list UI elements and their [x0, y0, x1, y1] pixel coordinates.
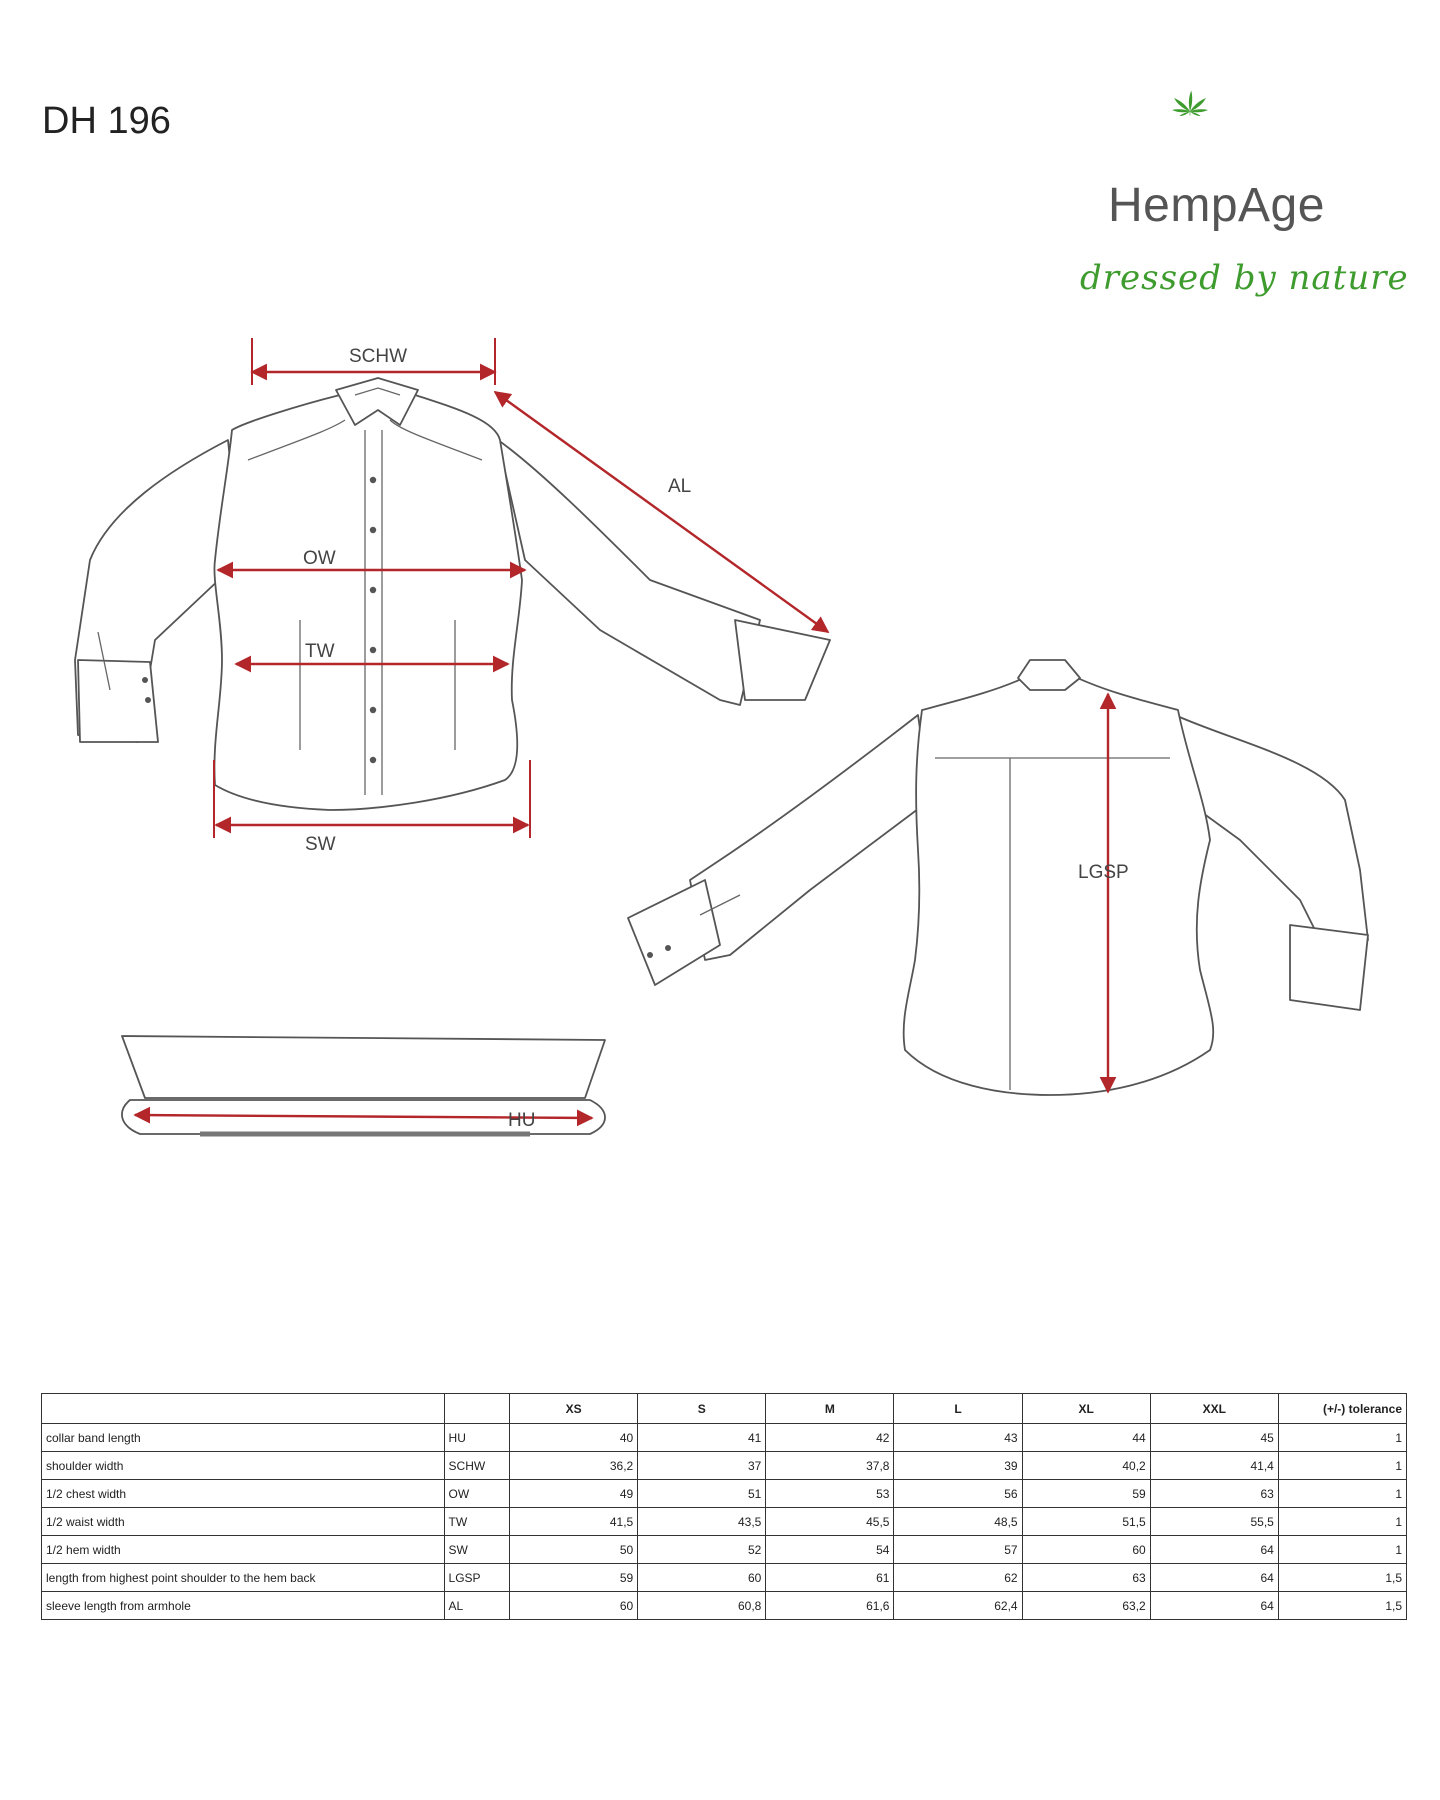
row-description: length from highest point shoulder to the hem back — [42, 1564, 445, 1592]
size-value-cell: 40,2 — [1022, 1452, 1150, 1480]
table-row — [42, 1424, 1407, 1452]
collar-band-view — [122, 1036, 605, 1134]
size-value-cell: 44 — [1022, 1424, 1150, 1452]
size-value-cell: 51 — [638, 1480, 766, 1508]
size-value-cell: 60,8 — [638, 1592, 766, 1620]
header-s: S — [638, 1394, 766, 1424]
size-value-cell: 55,5 — [1150, 1508, 1278, 1536]
size-value-cell: 45 — [1150, 1424, 1278, 1452]
row-code: SCHW — [444, 1452, 510, 1480]
row-code: AL — [444, 1592, 510, 1620]
size-value-cell: 51,5 — [1022, 1508, 1150, 1536]
size-value-cell: 41,4 — [1150, 1452, 1278, 1480]
header-xs: XS — [510, 1394, 638, 1424]
size-value-cell: 54 — [766, 1536, 894, 1564]
size-value-cell: 43 — [894, 1424, 1022, 1452]
size-value-cell: 60 — [1022, 1536, 1150, 1564]
header-code — [444, 1394, 510, 1424]
size-value-cell: 59 — [510, 1564, 638, 1592]
row-description: shoulder width — [42, 1452, 445, 1480]
size-value-cell: 53 — [766, 1480, 894, 1508]
size-value-cell: 62,4 — [894, 1592, 1022, 1620]
tolerance-cell: 1 — [1278, 1480, 1406, 1508]
size-value-cell: 63 — [1150, 1480, 1278, 1508]
label-tw: TW — [305, 641, 335, 662]
size-value-cell: 56 — [894, 1480, 1022, 1508]
label-schw: SCHW — [349, 346, 408, 367]
table-row — [42, 1592, 1407, 1620]
row-description: 1/2 hem width — [42, 1536, 445, 1564]
size-value-cell: 50 — [510, 1536, 638, 1564]
tolerance-cell: 1 — [1278, 1536, 1406, 1564]
row-description: 1/2 chest width — [42, 1480, 445, 1508]
header-xxl: XXL — [1150, 1394, 1278, 1424]
size-value-cell: 49 — [510, 1480, 638, 1508]
model-code: DH 196 — [42, 100, 171, 142]
table-header-row — [42, 1394, 1407, 1424]
row-description: sleeve length from armhole — [42, 1592, 445, 1620]
size-value-cell: 63 — [1022, 1564, 1150, 1592]
row-description: 1/2 waist width — [42, 1508, 445, 1536]
label-sw: SW — [305, 834, 336, 855]
row-code: TW — [444, 1508, 510, 1536]
row-code: HU — [444, 1424, 510, 1452]
size-value-cell: 37 — [638, 1452, 766, 1480]
label-hu: HU — [508, 1110, 536, 1131]
size-value-cell: 57 — [894, 1536, 1022, 1564]
size-value-cell: 48,5 — [894, 1508, 1022, 1536]
label-al: AL — [668, 476, 692, 497]
size-value-cell: 40 — [510, 1424, 638, 1452]
tolerance-cell: 1,5 — [1278, 1564, 1406, 1592]
brand-name: HempAge — [1108, 179, 1325, 232]
table-row — [42, 1564, 1407, 1592]
size-chart-table — [41, 1393, 1407, 1620]
row-code: SW — [444, 1536, 510, 1564]
size-value-cell: 59 — [1022, 1480, 1150, 1508]
tolerance-cell: 1 — [1278, 1424, 1406, 1452]
header-desc — [42, 1394, 445, 1424]
size-value-cell: 39 — [894, 1452, 1022, 1480]
size-value-cell: 63,2 — [1022, 1592, 1150, 1620]
size-value-cell: 36,2 — [510, 1452, 638, 1480]
size-value-cell: 52 — [638, 1536, 766, 1564]
table-row — [42, 1480, 1407, 1508]
size-value-cell: 61,6 — [766, 1592, 894, 1620]
table-row — [42, 1452, 1407, 1480]
tolerance-cell: 1 — [1278, 1452, 1406, 1480]
table-row — [42, 1536, 1407, 1564]
tolerance-cell: 1 — [1278, 1508, 1406, 1536]
size-value-cell: 64 — [1150, 1564, 1278, 1592]
label-lgsp: LGSP — [1078, 862, 1129, 883]
size-value-cell: 60 — [510, 1592, 638, 1620]
brand-tagline: dressed by nature — [1080, 258, 1409, 298]
size-value-cell: 45,5 — [766, 1508, 894, 1536]
size-value-cell: 60 — [638, 1564, 766, 1592]
size-value-cell: 37,8 — [766, 1452, 894, 1480]
row-description: collar band length — [42, 1424, 445, 1452]
size-value-cell: 43,5 — [638, 1508, 766, 1536]
row-code: LGSP — [444, 1564, 510, 1592]
size-value-cell: 62 — [894, 1564, 1022, 1592]
size-value-cell: 41 — [638, 1424, 766, 1452]
header-xl: XL — [1022, 1394, 1150, 1424]
tolerance-cell: 1,5 — [1278, 1592, 1406, 1620]
size-value-cell: 42 — [766, 1424, 894, 1452]
table-row — [42, 1508, 1407, 1536]
header-m: M — [766, 1394, 894, 1424]
header-tolerance: (+/-) tolerance — [1278, 1394, 1406, 1424]
row-code: OW — [444, 1480, 510, 1508]
front-view-shirt — [75, 338, 830, 855]
size-value-cell: 41,5 — [510, 1508, 638, 1536]
size-value-cell: 64 — [1150, 1536, 1278, 1564]
size-value-cell: 64 — [1150, 1592, 1278, 1620]
back-view-shirt — [628, 660, 1368, 1095]
size-value-cell: 61 — [766, 1564, 894, 1592]
header-l: L — [894, 1394, 1022, 1424]
label-ow: OW — [303, 548, 336, 569]
